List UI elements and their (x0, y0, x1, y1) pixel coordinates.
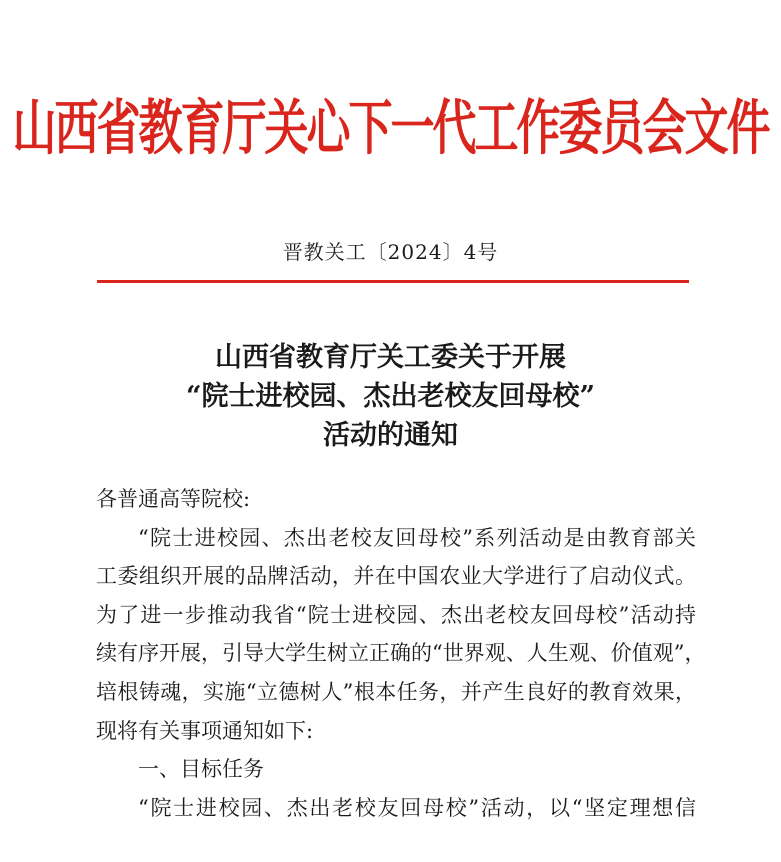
paragraph-2-line-1: “院士进校园、杰出老校友回母校”活动，以“坚定理想信 (138, 795, 696, 820)
document-number: 晋教关工〔2024〕4号 (282, 240, 499, 264)
body-text (96, 480, 706, 827)
paragraph-1-line-3: 为了进一步推动我省“院士进校园、杰出老校友回母校”活动持 (96, 602, 696, 627)
paragraph-1-line-6: 现将有关事项通知如下: (96, 718, 314, 743)
paragraph-1-line-1: “院士进校园、杰出老校友回母校”系列活动是由教育部关 (138, 525, 696, 550)
title-line-3: 活动的通知 (323, 420, 458, 451)
red-divider-rule (97, 280, 689, 283)
title-line-2: “院士进校园、杰出老校友回母校” (185, 381, 596, 412)
masthead-title: 山西省教育厅关心下一代工作委员会文件 (12, 94, 769, 164)
salutation: 各普通高等院校: (96, 487, 251, 511)
paragraph-1-line-4: 续有序开展，引导大学生树立正确的“世界观、人生观、价值观”， (96, 641, 706, 666)
title-line-1: 山西省教育厅关工委关于开展 (215, 342, 566, 373)
paragraph-1-line-2: 工委组织开展的品牌活动，并在中国农业大学进行了启动仪式。 (96, 564, 696, 589)
paragraph-1-line-5: 培根铸魂，实施“立德树人”根本任务，并产生良好的教育效果， (96, 679, 696, 704)
notice-title (0, 338, 781, 455)
section-1-heading: 一、目标任务 (138, 757, 264, 782)
